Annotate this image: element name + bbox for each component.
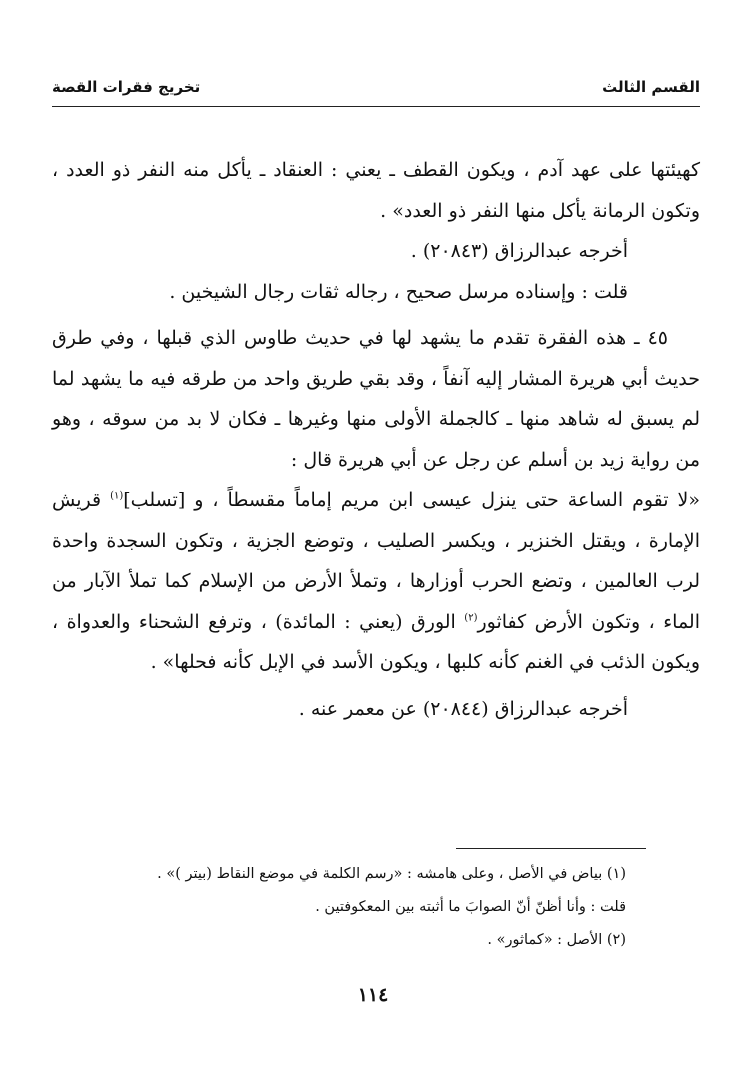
hadith-part-2: قريش الإمارة ، ويقتل الخنزير ، ويكسر الصليب ، وتوضع الجزية ، وتكون السجدة واحدة لرب العالمين ، وتضع الحرب أوزارها ، وتملأ الأرض من الإسلام كما تملأ الآبار من الماء ، وتكون الأرض كفاثور xyxy=(52,489,700,633)
footnote-1: (١) بياض في الأصل ، وعلى هامشه : «رسم الكلمة في موضع النقاط (بيتر )» . xyxy=(157,866,626,882)
footnotes xyxy=(80,858,626,957)
paragraph-takhrij-1: أخرجه عبدالرزاق (٢٠٨٤٣) . xyxy=(410,240,628,262)
footnote-ref-1[interactable]: (١) xyxy=(110,490,124,502)
footnote-ref-2[interactable]: (٢) xyxy=(464,612,478,624)
running-header xyxy=(52,76,700,107)
main-text xyxy=(52,150,700,729)
hadith-part-3: الورق (يعني : المائدة) ، وترفع الشحناء والعدواة ، ويكون الذئب في الغنم كأنه كلبها ، ويكون الأسد في الإبل كأنه فحلها» . xyxy=(52,610,700,673)
paragraph-45: ٤٥ ـ هذه الفقرة تقدم ما يشهد لها في حديث طاوس الذي قبلها ، وفي طرق حديث أبي هريرة المشار إليه آنفاً ، وقد بقي طريق واحد من طرقه فيه ما يشهد لما لم يسبق له شاهد منها ـ كالجملة الأولى منها وغيرها ـ فكان لا بد من سوقه ، وهو من رواية زيد بن أسلم عن رجل عن أبي هريرة قال : xyxy=(52,327,700,471)
footnote-divider xyxy=(456,848,646,849)
paragraph-verdict: قلت : وإسناده مرسل صحيح ، رجاله ثقات رجال الشيخين . xyxy=(169,280,628,303)
footnote-1-note: قلت : وأنا أظنّ أنّ الصوابَ ما أثبته بين المعكوفتين . xyxy=(315,899,626,915)
hadith-part-1: «لا تقوم الساعة حتى ينزل عيسى ابن مريم إماماً مقسطاً ، و [تسلب] xyxy=(123,489,700,511)
paragraph-takhrij-2: أخرجه عبدالرزاق (٢٠٨٤٤) عن معمر عنه . xyxy=(298,697,628,720)
chapter-title: تخريج فقرات القصة xyxy=(52,78,201,96)
paragraph-hadith xyxy=(52,480,700,683)
paragraph-continuation: كهيئتها على عهد آدم ، ويكون القطف ـ يعني : العنقاد ـ يأكل منه النفر ذو العدد ، وتكون الرمانة يأكل منها النفر ذو العدد» . xyxy=(52,159,700,222)
section-title: القسم الثالث xyxy=(602,78,700,96)
footnote-2: (٢) الأصل : «كماثور» . xyxy=(487,932,626,948)
page-number: ١١٤ xyxy=(357,984,389,1006)
